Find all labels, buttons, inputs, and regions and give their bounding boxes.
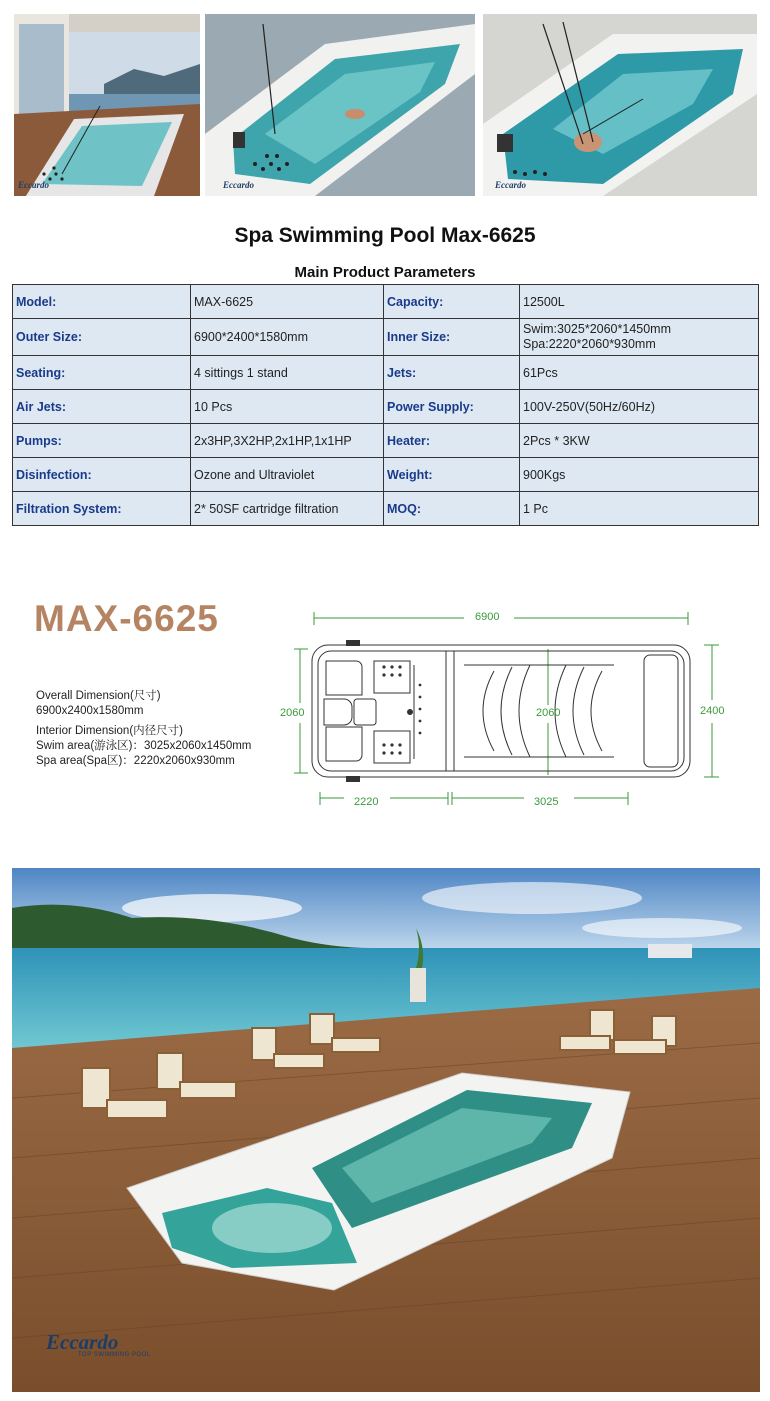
overall-dimension-label: Overall Dimension(尺寸)	[36, 690, 161, 702]
dim-swim-length-label: 3025	[534, 796, 559, 808]
brand-name: Eccardo	[46, 1330, 119, 1354]
inner-size-spa: Spa:2220*2060*930mm	[523, 337, 656, 351]
param-value: 6900*2400*1580mm	[191, 319, 384, 356]
table-row	[13, 319, 759, 356]
parameters-table	[12, 284, 759, 526]
param-value: 900Kgs	[520, 458, 759, 492]
param-label: MOQ:	[384, 492, 520, 526]
param-label: Weight:	[384, 458, 520, 492]
table-row	[13, 458, 759, 492]
param-value: 2Pcs * 3KW	[520, 424, 759, 458]
dim-inner-width-center-label: 2060	[536, 707, 561, 719]
interior-dimension-label: Interior Dimension(内径尺寸)	[36, 725, 183, 737]
param-value: Ozone and Ultraviolet	[191, 458, 384, 492]
table-row	[13, 390, 759, 424]
photo-pool-deck-ocean	[12, 868, 760, 1392]
dim-outer-width-label: 2400	[700, 705, 725, 717]
page-title: Spa Swimming Pool Max-6625	[234, 224, 536, 247]
photo-watermark: Eccardo	[18, 180, 49, 190]
pool-plan-drawing	[274, 605, 744, 815]
param-value: MAX-6625	[191, 285, 384, 319]
dim-length-label: 6900	[475, 611, 500, 623]
param-label: Power Supply:	[384, 390, 520, 424]
param-value	[520, 319, 759, 356]
table-row	[13, 356, 759, 390]
model-name: MAX-6625	[34, 598, 219, 639]
swim-area-dimension: Swim area(游泳区)：3025x2060x1450mm	[36, 740, 252, 752]
table-row	[13, 492, 759, 526]
param-label: Capacity:	[384, 285, 520, 319]
param-label: Filtration System:	[13, 492, 191, 526]
overall-dimension-value: 6900x2400x1580mm	[36, 705, 144, 717]
param-label: Jets:	[384, 356, 520, 390]
table-title: Main Product Parameters	[294, 264, 476, 281]
param-value: 10 Pcs	[191, 390, 384, 424]
dim-inner-width-left-label: 2060	[280, 707, 305, 719]
table-row	[13, 285, 759, 319]
param-value: 12500L	[520, 285, 759, 319]
param-label: Inner Size:	[384, 319, 520, 356]
param-value: 4 sittings 1 stand	[191, 356, 384, 390]
param-label: Seating:	[13, 356, 191, 390]
param-value: 2x3HP,3X2HP,2x1HP,1x1HP	[191, 424, 384, 458]
photo-watermark: Eccardo	[223, 180, 254, 190]
inner-size-swim: Swim:3025*2060*1450mm	[523, 322, 672, 336]
table-row	[13, 424, 759, 458]
photo-watermark: Eccardo	[495, 180, 526, 190]
dimension-notes	[36, 689, 251, 769]
param-label: Model:	[13, 285, 191, 319]
param-value: 100V-250V(50Hz/60Hz)	[520, 390, 759, 424]
photo-pool-tethered-swimmer	[483, 14, 757, 196]
param-value: 61Pcs	[520, 356, 759, 390]
param-label: Air Jets:	[13, 390, 191, 424]
param-label: Pumps:	[13, 424, 191, 458]
dim-spa-length-label: 2220	[354, 796, 379, 808]
photo-pool-swimmer	[205, 14, 475, 196]
brand-logo	[46, 1330, 151, 1358]
param-value: 2* 50SF cartridge filtration	[191, 492, 384, 526]
param-label: Disinfection:	[13, 458, 191, 492]
param-label: Heater:	[384, 424, 520, 458]
spa-area-dimension: Spa area(Spa区)：2220x2060x930mm	[36, 755, 235, 767]
param-value: 1 Pc	[520, 492, 759, 526]
photo-pool-terrace	[14, 14, 200, 196]
param-label: Outer Size:	[13, 319, 191, 356]
brand-tagline: TOP SWIMMING POOL	[78, 1352, 151, 1358]
